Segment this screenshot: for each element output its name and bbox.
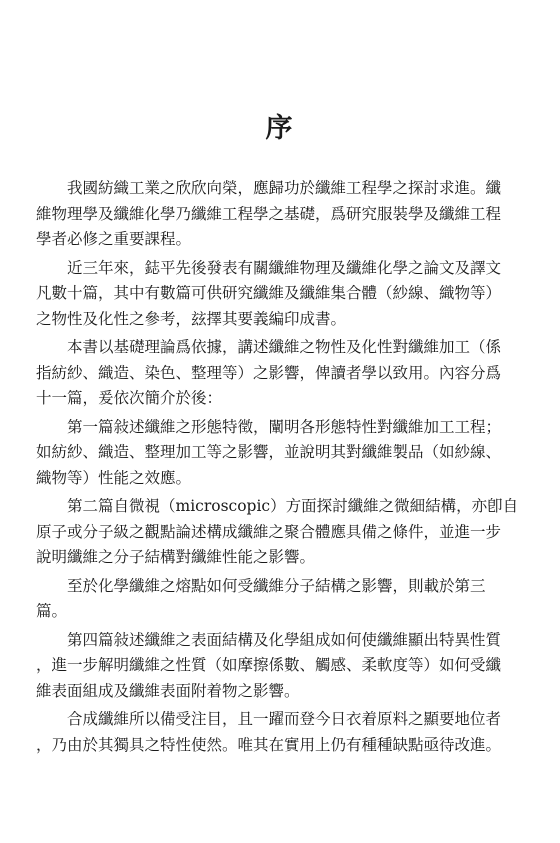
text-line: 第二篇自微視（microscopic）方面探討纖維之微細結構，亦卽自 xyxy=(67,497,519,515)
text-line: 之物性及化性之參考，玆擇其要義編印成書。 xyxy=(36,309,347,328)
text-line: 織物等）性能之效應。 xyxy=(36,468,192,487)
paragraph-1 xyxy=(36,176,522,253)
text-line: 合成纖維所以備受注目，且一躍而登今日衣着原料之顯要地位者 xyxy=(67,710,502,728)
text-line: 指紡紗、織造、染色、整理等）之影響，俾讀者學以致用。內容分爲 xyxy=(36,363,502,382)
text-line: 維表面組成及纖維表面附着物之影響。 xyxy=(36,681,300,700)
paragraph-5 xyxy=(36,494,522,571)
text-line: 近三年來，鋕平先後發表有關纖維物理及纖維化學之論文及譯文 xyxy=(67,258,502,277)
text-line: 凡數十篇，其中有數篇可供研究纖維及纖維集合體（紗線、織物等） xyxy=(36,284,502,302)
text-line: 篇。 xyxy=(36,602,68,620)
text-line: 如紡紗、織造、整理加工等之影響，並說明其對纖維製品（如紗線、 xyxy=(36,443,502,461)
page-title: 序 xyxy=(265,113,295,144)
text-line: 我國紡織工業之欣欣向榮，應歸功於纖維工程學之探討求進。纖 xyxy=(67,179,502,197)
preface-body xyxy=(36,176,522,761)
text-line: ，進一步解明纖維之性質（如摩擦係數、觸感、柔軟度等）如何受纖 xyxy=(36,656,502,674)
paragraph-7 xyxy=(36,628,522,705)
text-line: ，乃由於其獨具之特性使然。唯其在實用上仍有種種缺點亟待改進。 xyxy=(36,735,502,754)
text-line: 第一篇敍述纖維之形態特徵，闡明各形態特性對纖維加工工程； xyxy=(67,417,502,436)
text-line: 至於化學纖維之熔點如何受纖維分子結構之影響，則載於第三 xyxy=(67,576,486,595)
paragraph-2 xyxy=(36,256,522,333)
text-line: 維物理學及纖維化學乃纖維工程學之基礎，爲研究服裝學及纖維工程 xyxy=(36,204,502,223)
paragraph-3 xyxy=(36,335,522,412)
text-line: 說明纖維之分子結構對纖維性能之影響。 xyxy=(36,548,316,566)
text-line: 本書以基礎理論爲依據，講述纖維之物性及化性對纖維加工（係 xyxy=(67,338,502,356)
paragraph-4 xyxy=(36,415,522,492)
paragraph-8 xyxy=(36,707,522,758)
text-line: 第四篇敍述纖維之表面結構及化學組成如何使纖維顯出特異性質 xyxy=(67,630,502,649)
text-line: 原子或分子級之觀點論述構成纖維之聚合體應具備之條件，並進一步 xyxy=(36,522,502,541)
text-line: 學者必修之重要課程。 xyxy=(36,230,192,248)
text-line: 十一篇，爰依次簡介於後： xyxy=(36,389,223,407)
paragraph-6 xyxy=(36,574,522,625)
